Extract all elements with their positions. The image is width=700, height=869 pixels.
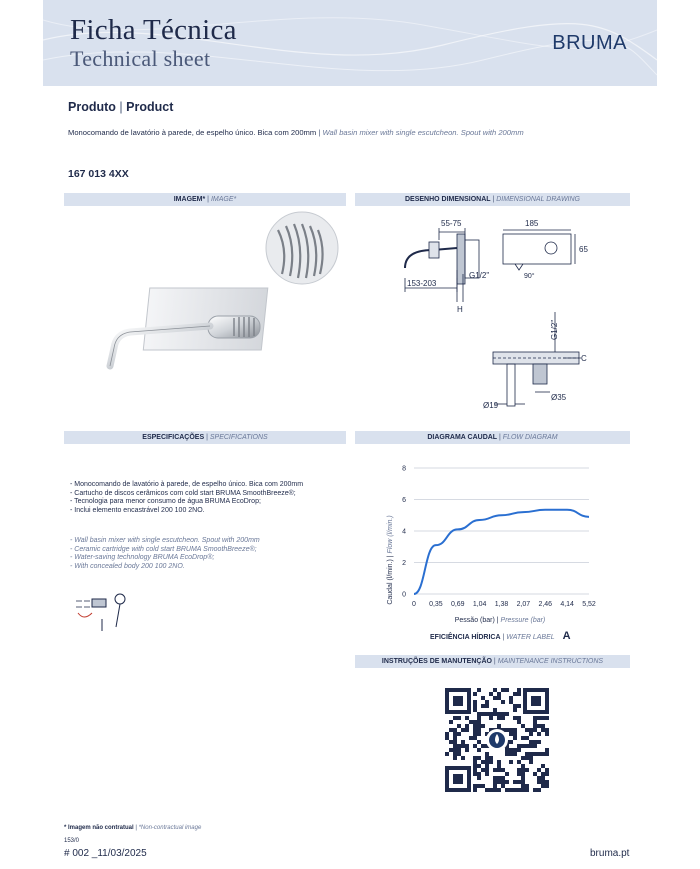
spec-item-en: - Ceramic cartridge with cold start BRUMA SmoothBreeze®;	[70, 545, 257, 553]
chart-ytick-label: 2	[402, 560, 406, 567]
dim-h: H	[457, 305, 463, 314]
chart-xtick-label: 4,14	[560, 601, 574, 608]
chart-xtick-label: 2,46	[538, 601, 553, 608]
qr-code[interactable]	[445, 688, 549, 792]
dim-65: 65	[579, 245, 588, 254]
description-en: Wall basin mixer with single escutcheon. Spout with 200mm	[322, 128, 524, 137]
specs-list-en	[70, 537, 260, 571]
spec-item-en: - Water-saving technology BRUMA EcoDrop®;	[70, 554, 215, 561]
dim-g12: G1/2"	[469, 271, 490, 280]
spec-item-pt: - Cartucho de discos cerâmicos com cold start BRUMA SmoothBreeze®;	[70, 489, 296, 497]
drawing-section-bar: DESENHO DIMENSIONAL | DIMENSIONAL DRAWING	[355, 193, 630, 206]
maintenance-section-bar: INSTRUÇÕES DE MANUTENÇÃO | MAINTENANCE INSTRUCTIONS	[355, 655, 630, 668]
product-description: Monocomando de lavatório à parede, de espelho único. Bica com 200mm | Wall basin mixer with single escutcheon. Spout with 200mm	[68, 128, 524, 137]
chart-ylabel: Caudal (l/min.) | Flow (l/min.)	[387, 515, 394, 605]
description-pt: Monocomando de lavatório à parede, de espelho único. Bica com 200mm	[68, 128, 317, 137]
title-en: Technical sheet	[70, 46, 211, 71]
doc-reference: # 002 _11/03/2025	[64, 848, 147, 859]
dim-19: Ø19	[483, 401, 499, 410]
product-heading-en: Product	[126, 100, 174, 114]
chart-xtick-label: 1,04	[472, 601, 487, 608]
spec-item-en: - Wall basin mixer with single escutcheon. Spout with 200mm	[70, 537, 260, 544]
installation-icon	[72, 585, 132, 635]
chart-ytick-label: 4	[402, 528, 406, 536]
product-heading	[68, 100, 173, 114]
dim-185: 185	[525, 219, 539, 228]
website-link[interactable]: bruma.pt	[590, 848, 630, 859]
chart-xtick-label: 5,52	[582, 601, 596, 608]
dim-55-75: 55-75	[441, 219, 462, 228]
water-label-en: WATER LABEL	[506, 634, 555, 641]
water-label: EFICIÊNCIA HÍDRICA | WATER LABEL A	[430, 630, 571, 642]
dim-153-203: 153-203	[407, 279, 437, 288]
header-banner	[43, 0, 657, 86]
spec-item-pt: - Inclui elemento encastrável 200 100 2NO.	[70, 506, 205, 514]
dim-90: 90°	[524, 273, 535, 280]
separator: |	[119, 100, 123, 114]
title-pt: Ficha Técnica	[70, 14, 237, 46]
product-code: 167 013 4XX	[68, 168, 129, 180]
page-number: 153/0	[64, 838, 80, 844]
chart-xtick-label: 2,07	[516, 601, 531, 608]
flow-series-line	[414, 510, 589, 594]
chart-xlabel: Pessão (bar) | Pressure (bar)	[454, 617, 546, 624]
product-image	[100, 210, 340, 375]
spec-item-en: - With concealed body 200 100 2NO.	[70, 562, 185, 570]
dimensional-drawing	[385, 212, 588, 412]
flow-chart	[384, 458, 604, 628]
dim-c: C	[581, 354, 587, 363]
chart-xtick-label: 0	[412, 601, 416, 608]
dim-35: Ø35	[551, 393, 567, 402]
brand-logo: BRUMA	[552, 32, 627, 54]
chart-ytick-label: 6	[402, 497, 406, 504]
chart-xtick-label: 0,35	[429, 601, 443, 608]
specs-list-pt	[70, 481, 303, 515]
chart-xtick-label: 1,38	[494, 601, 509, 608]
dim-g12-b: G1/2"	[550, 319, 559, 340]
specs-section-bar: ESPECIFICAÇÕES | SPECIFICATIONS	[64, 431, 346, 444]
chart-ytick-label: 8	[402, 465, 406, 473]
image-section-bar: IMAGEM* | IMAGE*	[64, 193, 346, 206]
spec-item-pt: - Monocomando de lavatório à parede, de espelho único. Bica com 200mm	[70, 481, 304, 488]
flow-section-bar: DIAGRAMA CAUDAL | FLOW DIAGRAM	[355, 431, 630, 444]
spec-item-pt: - Tecnologia para menor consumo de água BRUMA EcoDrop;	[70, 498, 261, 505]
chart-xtick-label: 0,69	[450, 601, 465, 608]
water-label-pt: EFICIÊNCIA HÍDRICA	[430, 634, 501, 641]
water-label-grade: A	[562, 630, 571, 642]
chart-ytick-label: 0	[402, 591, 406, 599]
product-heading-pt: Produto	[68, 100, 116, 114]
footer-note: * Imagem não contratual | *Non-contractual image	[64, 825, 202, 831]
